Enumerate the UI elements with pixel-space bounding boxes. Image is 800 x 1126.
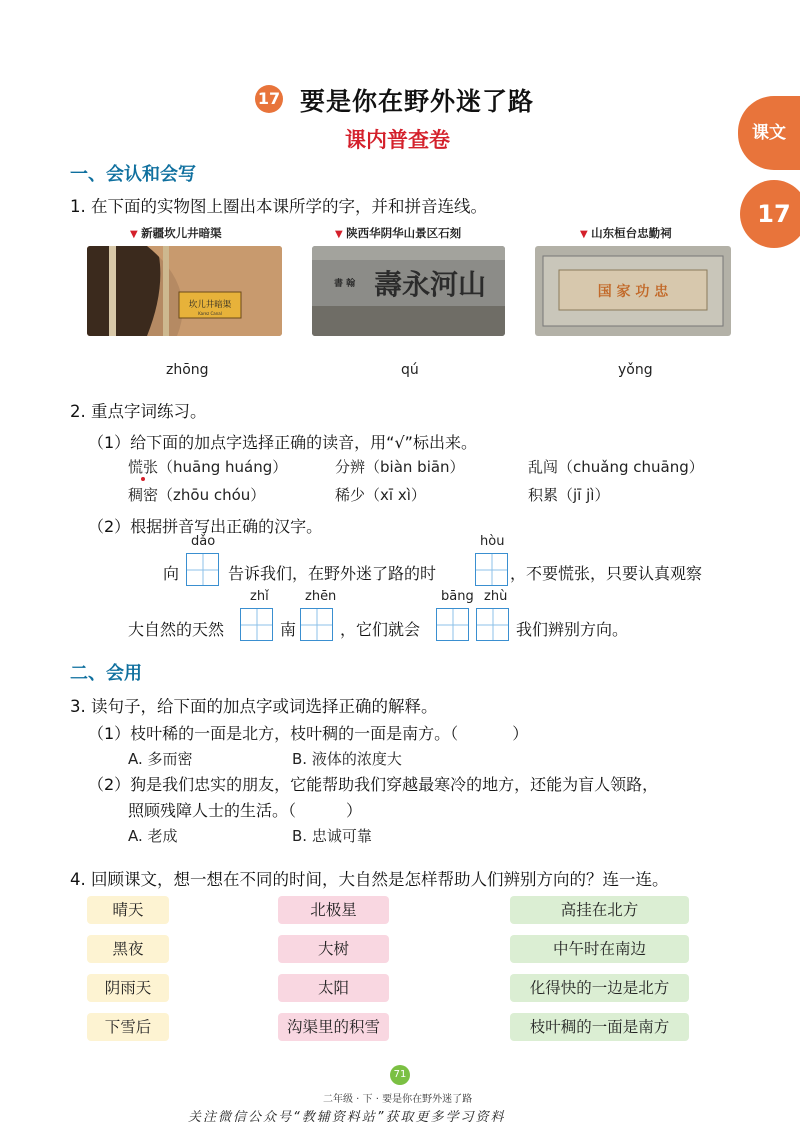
q3-p1-option-a: A. 多而密 (128, 750, 193, 768)
reading-item-6: 积累（jī jì） (528, 486, 610, 504)
q3-p2-option-a: A. 老成 (128, 827, 178, 845)
question-2-part-1: （1）给下面的加点字选择正确的读音，用“√”标出来。 (88, 433, 477, 452)
page-subtitle: 课内普查卷 (345, 127, 450, 152)
photo-caption-3: ▼ 山东桓台忠勤祠 (580, 226, 672, 240)
pinyin-zhen: zhēn (305, 589, 337, 604)
write-box-dao[interactable] (186, 553, 219, 586)
reading-item-4: 稠密（zhōu chóu） (128, 486, 266, 504)
nature-option-2[interactable]: 大树 (278, 935, 389, 963)
method-option-3[interactable]: 化得快的一边是北方 (510, 974, 689, 1002)
nature-option-4[interactable]: 沟渠里的积雪 (278, 1013, 389, 1041)
side-tab-label: 课文 (738, 96, 800, 170)
page-title: 要是你在野外迷了路 (300, 87, 535, 116)
reading-item-5: 稀少（xī xì） (335, 486, 426, 504)
pinyin-hou: hòu (480, 534, 505, 549)
nature-option-1[interactable]: 北极星 (278, 896, 389, 924)
question-2-part-2: （2）根据拼音写出正确的汉字。 (88, 517, 323, 536)
pinyin-2: qú (401, 362, 419, 378)
side-lesson-number: 17 (740, 180, 800, 248)
question-1: 1. 在下面的实物图上圈出本课所学的字，并和拼音连线。 (70, 197, 487, 216)
lesson-number-badge: 17 (255, 85, 283, 113)
section-heading-1: 一、会认和会写 (70, 164, 196, 185)
svg-text:書 翰: 書 翰 (334, 279, 356, 289)
pinyin-zhu: zhù (484, 589, 508, 604)
write-box-zhi[interactable] (240, 608, 273, 641)
question-3: 3. 读句子，给下面的加点字或词选择正确的解释。 (70, 697, 438, 716)
photo-zhongqin-shrine (535, 246, 731, 336)
question-2: 2. 重点字词练习。 (70, 402, 207, 421)
time-option-3[interactable]: 阴雨天 (87, 974, 169, 1002)
question-3-part-1: （1）枝叶稀的一面是北方，枝叶稠的一面是南方。（ ） (88, 724, 529, 743)
fill-text-2a: 大自然的天然 (128, 620, 225, 639)
footer-breadcrumb: 二年级 · 下 · 要是你在野外迷了路 (323, 1094, 473, 1105)
section-heading-2: 二、会用 (70, 663, 142, 684)
pinyin-bang: bāng (441, 589, 474, 604)
time-option-4[interactable]: 下雪后 (87, 1013, 169, 1041)
question-3-part-2: （2）狗是我们忠实的朋友，它能帮助我们穿越最寒冷的地方，还能为盲人领路， (88, 775, 659, 794)
fill-text-2c: ，它们就会 (340, 620, 421, 639)
reading-item-3: 乱闯（chuǎng chuāng） (528, 458, 704, 476)
karez-sign-text: 坎儿井暗渠 (188, 300, 232, 310)
method-option-4[interactable]: 枝叶稠的一面是南方 (510, 1013, 689, 1041)
pinyin-1: zhōng (166, 362, 209, 378)
pinyin-dao: dǎo (191, 534, 216, 549)
time-option-1[interactable]: 晴天 (87, 896, 169, 924)
shrine-plaque-text: 国 家 功 忠 (597, 284, 669, 300)
page-number: 71 (390, 1065, 410, 1085)
q3-p2-option-b: B. 忠诚可靠 (292, 827, 372, 845)
method-option-2[interactable]: 中午时在南边 (510, 935, 689, 963)
footer-notice: 关注微信公众号“教辅资料站”获取更多学习资料 (188, 1110, 506, 1125)
write-box-bang[interactable] (436, 608, 469, 641)
time-option-2[interactable]: 黑夜 (87, 935, 169, 963)
huashan-carving-text: 壽永河山 (373, 268, 487, 301)
write-box-zhu[interactable] (476, 608, 509, 641)
pinyin-3: yǒng (618, 362, 653, 378)
fill-text-1a: 向 (163, 564, 180, 583)
write-box-hou[interactable] (475, 553, 508, 586)
question-3-part-2-cont: 照顾残障人士的生活。（ ） (128, 801, 363, 820)
q3-p1-option-b: B. 液体的浓度大 (292, 750, 402, 768)
photo-caption-2: ▼ 陕西华阴华山景区石刻 (335, 226, 462, 240)
reading-item-1: 慌张（huāng huáng） (128, 458, 288, 476)
svg-text:Karez Canal: Karez Canal (198, 311, 222, 316)
write-box-zhen[interactable] (300, 608, 333, 641)
fill-text-2b: 南 (280, 620, 297, 639)
nature-option-3[interactable]: 太阳 (278, 974, 389, 1002)
fill-text-2d: 我们辨别方向。 (516, 620, 629, 639)
pinyin-zhi: zhǐ (250, 589, 269, 604)
photo-caption-1: ▼ 新疆坎儿井暗渠 (130, 226, 222, 240)
fill-text-1c: ，不要慌张，只要认真观察 (510, 564, 703, 583)
question-4: 4. 回顾课文，想一想在不同的时间，大自然是怎样帮助人们辨别方向的？连一连。 (70, 870, 669, 889)
reading-item-2: 分辨（biàn biān） (335, 458, 465, 476)
photo-huashan-stone (312, 246, 505, 336)
method-option-1[interactable]: 高挂在北方 (510, 896, 689, 924)
photo-karez-canal (87, 246, 282, 336)
fill-text-1b: 告诉我们，在野外迷了路的时 (228, 564, 437, 583)
